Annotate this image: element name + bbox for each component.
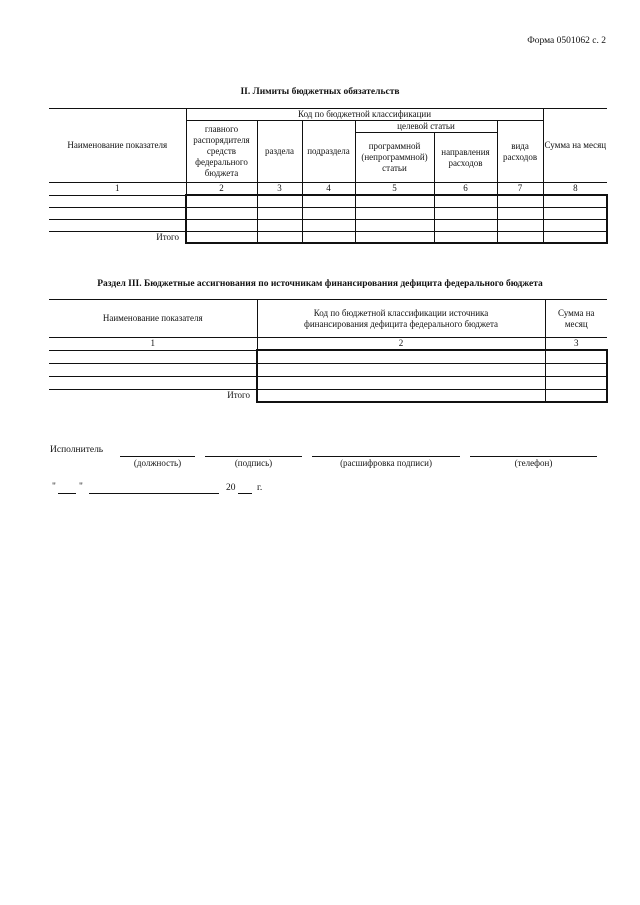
col-section-header: раздела — [257, 121, 302, 183]
date-day-line[interactable] — [58, 493, 76, 494]
col-number-4: 4 — [302, 183, 355, 196]
col-number-5: 5 — [355, 183, 434, 196]
col-number-3-1: 1 — [49, 338, 257, 351]
date-year-suffix: г. — [257, 483, 263, 493]
col-code-header-3: Код по бюджетной классификации источника финансирования дефицита федерального бюджета — [257, 300, 545, 338]
col-number-6: 6 — [434, 183, 497, 196]
phone-caption: (телефон) — [514, 458, 553, 468]
table-row — [49, 350, 607, 363]
date-year-prefix: 20 — [226, 483, 236, 493]
section2-title: II. Лимиты бюджетных обязательств — [240, 87, 400, 97]
date-month-line[interactable] — [89, 493, 219, 494]
total-row — [49, 231, 607, 243]
col-number-7: 7 — [497, 183, 543, 196]
target-article-header: целевой статьи — [355, 121, 497, 133]
section3-title: Раздел III. Бюджетные ассигнования по источникам финансирования дефицита федерального бюджета — [97, 279, 543, 289]
col-expense-type-header: вида расходов — [497, 121, 543, 183]
table-row — [49, 376, 607, 389]
date-quote-close: " — [79, 482, 83, 492]
col-number-1: 1 — [49, 183, 186, 196]
signature-line[interactable] — [205, 456, 302, 457]
table-row — [49, 219, 607, 231]
code-header: Код по бюджетной классификации — [186, 109, 543, 121]
col-amount-header: Сумма на месяц — [543, 109, 607, 183]
total-label-3: Итого — [227, 390, 250, 401]
col-program-header: программной (непрограммной) статьи — [355, 133, 434, 183]
col-name-header-3: Наименование показателя — [49, 300, 257, 338]
position-caption: (должность) — [133, 458, 182, 468]
col-number-3: 3 — [257, 183, 302, 196]
decoding-caption: (расшифровка подписи) — [340, 458, 432, 468]
total-row — [49, 389, 607, 402]
sources-table — [49, 299, 608, 403]
col-number-3-2: 2 — [257, 338, 545, 351]
col-number-8: 8 — [543, 183, 607, 196]
col-main-manager-header: главного распорядителя средств федерального бюджета — [186, 121, 257, 183]
position-line[interactable] — [120, 456, 195, 457]
executor-label: Исполнитель — [50, 445, 104, 455]
limits-table — [49, 108, 608, 244]
col-number-2: 2 — [186, 183, 257, 196]
col-direction-header: направления расходов — [434, 133, 497, 183]
form-number: Форма 0501062 с. 2 — [527, 36, 606, 46]
table-row — [49, 195, 607, 207]
phone-line[interactable] — [470, 456, 597, 457]
date-quote-open: " — [52, 482, 56, 492]
col-name-header: Наименование показателя — [49, 109, 186, 183]
table-row — [49, 363, 607, 376]
decoding-line[interactable] — [312, 456, 460, 457]
col-amount-header-3: Сумма на месяц — [545, 300, 607, 338]
date-year-line[interactable] — [238, 493, 252, 494]
col-subsection-header: подраздела — [302, 121, 355, 183]
total-label: Итого — [156, 231, 179, 242]
table-row — [49, 207, 607, 219]
col-number-3-3: 3 — [545, 338, 607, 351]
signature-caption: (подпись) — [234, 458, 273, 468]
